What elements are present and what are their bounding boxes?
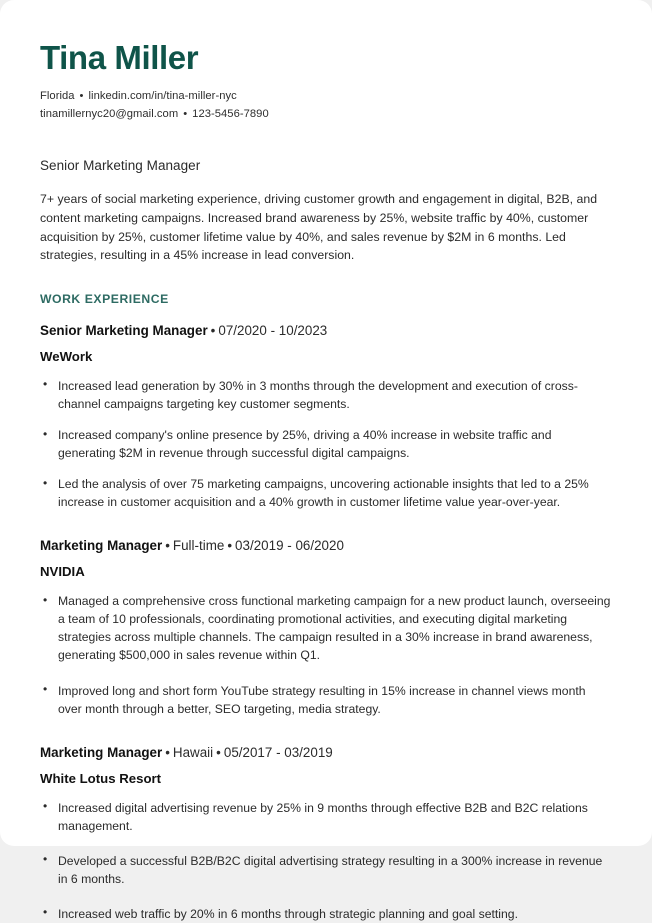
- job-dates: 05/2017 - 03/2019: [223, 744, 333, 760]
- job-title: Marketing Manager: [40, 538, 163, 554]
- contact-line-1: [40, 87, 612, 105]
- job-meta-separator-icon: •: [165, 538, 170, 554]
- job-title-row: [40, 537, 612, 555]
- job-bullet: • Increased web traffic by 20% in 6 months through strategic planning and goal setting.: [40, 905, 612, 923]
- job-title-row: [40, 322, 612, 340]
- job-title: Marketing Manager: [40, 744, 163, 760]
- contact-location: Florida: [40, 90, 75, 103]
- job-dates: 03/2019 - 06/2020: [235, 538, 344, 554]
- job-bullet: • Managed a comprehensive cross functional marketing campaign for a new product launch, overseeing a team of 10 professionals, coordinating promotional activities, and executing digital marketing strategies across multiple channels. The campaign resulted in a 30% increase in brand awareness, generating $500,000 in sales revenue within Q1.: [40, 592, 612, 664]
- resume-header: [40, 40, 612, 124]
- candidate-name: Tina Miller: [40, 39, 199, 76]
- contact-separator-icon: •: [183, 108, 188, 121]
- professional-summary: 7+ years of social marketing experience, driving customer growth and engagement in digital, B2B, and content marketing campaigns. Increased brand awareness by 25%, website traffic by 40%, customer acquisition by 25%, customer lifetime value by 40%, and sales revenue by $2M in 6 months. Led strategies, resulting in a 45% increase in lead conversion.: [40, 192, 598, 263]
- job-location: Hawaii: [172, 744, 214, 760]
- section-title: WORK EXPERIENCE: [40, 291, 169, 306]
- job-bullets: [40, 799, 612, 923]
- job-bullets: [40, 377, 612, 511]
- job-bullets: [40, 592, 612, 717]
- contact-linkedin[interactable]: linkedin.com/in/tina-miller-nyc: [88, 90, 237, 103]
- company-name: WeWork: [40, 348, 93, 364]
- company-name: White Lotus Resort: [40, 770, 162, 786]
- job-entry: [40, 744, 612, 923]
- job-entry: [40, 322, 612, 511]
- job-meta-separator-icon: •: [165, 744, 170, 760]
- company-name: NVIDIA: [40, 564, 85, 580]
- job-bullet: • Improved long and short form YouTube strategy resulting in 15% increase in channel views month over month through a better, SEO targeting, media strategy.: [40, 682, 612, 718]
- job-title-row: [40, 744, 612, 762]
- contact-separator-icon: •: [79, 90, 84, 103]
- contact-email[interactable]: tinamillernyc20@gmail.com: [40, 108, 179, 121]
- contact-line-2: [40, 105, 612, 123]
- job-bullet: • Led the analysis of over 75 marketing campaigns, uncovering actionable insights that led to a 25% increase in customer acquisition and a 40% growth in customer lifetime value year-over-year.: [40, 475, 612, 511]
- section-work-experience: [40, 292, 612, 923]
- professional-headline: Senior Marketing Manager: [40, 157, 201, 173]
- job-meta-separator-icon: •: [216, 744, 221, 760]
- job-bullet: • Increased digital advertising revenue by 25% in 9 months through effective B2B and B2C relations management.: [40, 799, 612, 835]
- job-bullet: • Increased lead generation by 30% in 3 months through the development and execution of cross-channel campaigns targeting key customer segments.: [40, 377, 612, 413]
- job-employment-type: Full-time: [172, 538, 225, 554]
- job-title: Senior Marketing Manager: [40, 322, 208, 338]
- job-meta-separator-icon: •: [227, 538, 233, 554]
- job-entry: [40, 537, 612, 717]
- job-bullet: • Increased company's online presence by 25%, driving a 40% increase in website traffic and generating $2M in revenue through successful digital campaigns.: [40, 426, 612, 462]
- job-bullet: • Developed a successful B2B/B2C digital advertising strategy resulting in a 300% increase in revenue in 6 months.: [40, 852, 612, 888]
- contact-phone: 123-5456-7890: [192, 108, 269, 121]
- job-meta-separator-icon: •: [210, 322, 216, 338]
- job-dates: 07/2020 - 10/2023: [218, 322, 328, 338]
